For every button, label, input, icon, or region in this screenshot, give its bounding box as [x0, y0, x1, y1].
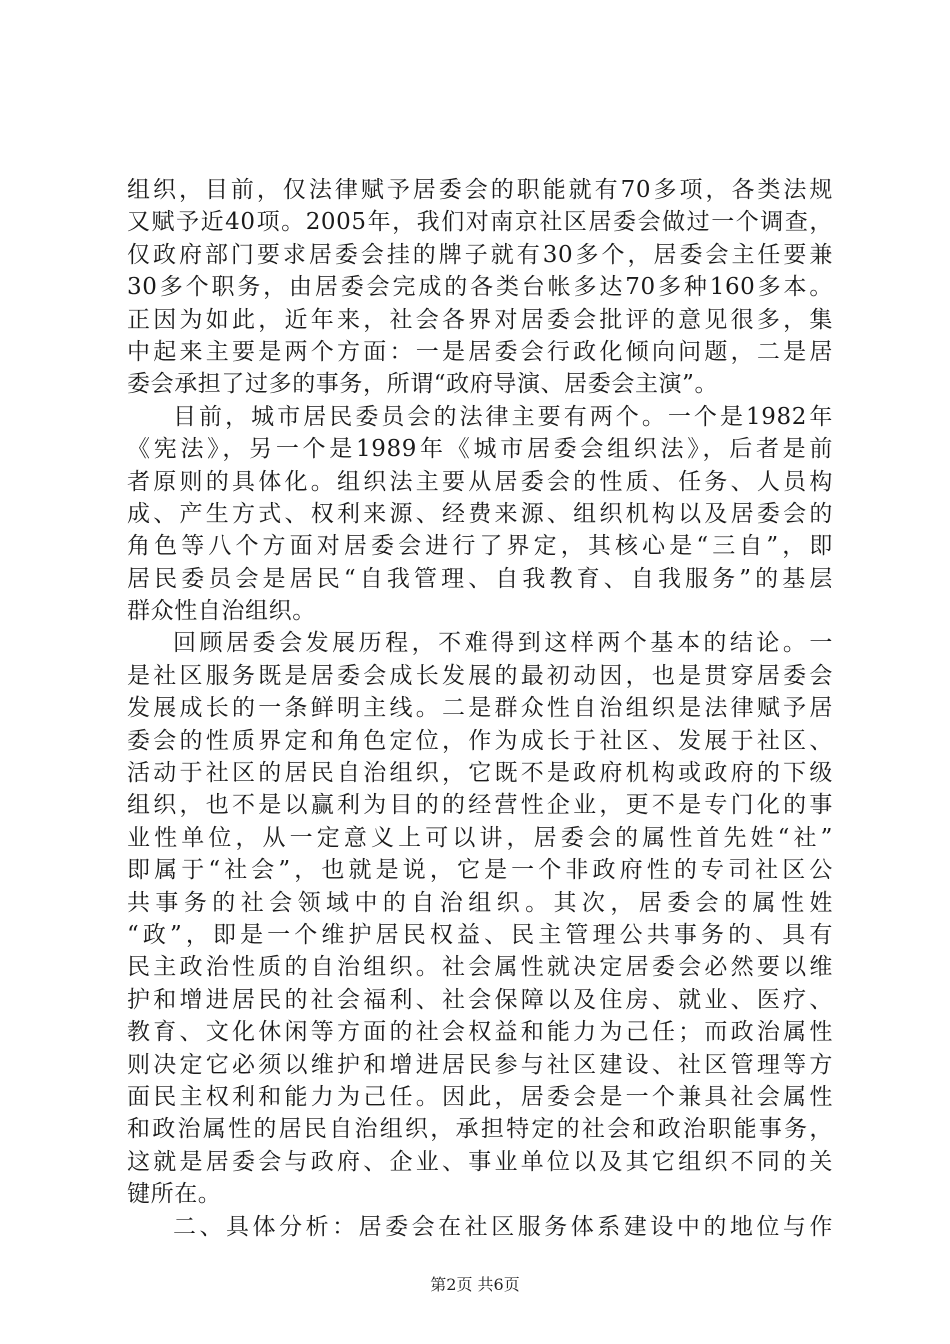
text-line: 回顾居委会发展历程，不难得到这样两个基本的结论。一: [173, 630, 833, 657]
text-line: 仅政府部门要求居委会挂的牌子就有30多个，居委会主任要兼: [127, 241, 833, 268]
text-line: 教育、文化休闲等方面的社会权益和能力为己任；而政治属性: [127, 1019, 833, 1046]
document-body: [127, 174, 833, 1243]
page-footer: 第2页 共6页: [430, 1275, 520, 1294]
text-line: 业性单位，从一定意义上可以讲，居委会的属性首先姓“社”: [127, 824, 833, 851]
text-line: 角色等八个方面对居委会进行了界定，其核心是“三自”，即: [127, 533, 833, 560]
text-line: 二、具体分析：居委会在社区服务体系建设中的地位与作: [173, 1213, 833, 1240]
text-line: 则决定它必须以维护和增进居民参与社区建设、社区管理等方: [127, 1051, 833, 1078]
text-line: 发展成长的一条鲜明主线。二是群众性自治组织是法律赋予居: [127, 695, 833, 722]
text-line: 目前，城市居民委员会的法律主要有两个。一个是1982年: [173, 403, 833, 430]
text-line: 组织，目前，仅法律赋予居委会的职能就有70多项，各类法规: [127, 177, 833, 203]
text-line: 群众性自治组织。: [127, 598, 316, 625]
text-line: 30多个职务，由居委会完成的各类台帐多达70多种160多本。: [127, 274, 833, 301]
text-line: 又赋予近40项。2005年，我们对南京社区居委会做过一个调查，: [127, 209, 833, 236]
text-line: 者原则的具体化。组织法主要从居委会的性质、任务、人员构: [127, 468, 833, 495]
text-line: 和政治属性的居民自治组织，承担特定的社会和政治职能事务，: [127, 1116, 833, 1143]
text-line: 中起来主要是两个方面：一是居委会行政化倾向问题，二是居: [127, 338, 833, 365]
text-line: 面民主权利和能力为己任。因此，居委会是一个兼具社会属性: [127, 1083, 833, 1110]
text-line: 护和增进居民的社会福利、社会保障以及住房、就业、医疗、: [127, 986, 833, 1013]
text-line: 正因为如此，近年来，社会各界对居委会批评的意见很多，集: [127, 306, 833, 333]
text-line: 委会的性质界定和角色定位，作为成长于社区、发展于社区、: [127, 727, 833, 754]
text-line: 民主政治性质的自治组织。社会属性就决定居委会必然要以维: [127, 954, 833, 981]
text-line: 居民委员会是居民“自我管理、自我教育、自我服务”的基层: [127, 565, 833, 592]
text-line: “政”，即是一个维护居民权益、民主管理公共事务的、具有: [127, 921, 833, 948]
text-line: 是社区服务既是居委会成长发展的最初动因，也是贯穿居委会: [127, 662, 833, 689]
text-line: 成、产生方式、权利来源、经费来源、组织机构以及居委会的: [127, 500, 833, 527]
text-line: 活动于社区的居民自治组织，它既不是政府机构或政府的下级: [127, 760, 833, 787]
text-line: 即属于“社会”，也就是说，它是一个非政府性的专司社区公: [127, 857, 833, 884]
text-line: 《宪法》，另一个是1989年《城市居委会组织法》，后者是前: [127, 436, 833, 463]
text-line: 组织，也不是以赢利为目的的经营性企业，更不是专门化的事: [127, 792, 833, 819]
text-line: 委会承担了过多的事务，所谓“政府导演、居委会主演”。: [127, 371, 719, 398]
text-line: 键所在。: [127, 1181, 222, 1208]
text-line: 共事务的社会领域中的自治组织。其次，居委会的属性姓: [127, 889, 833, 916]
text-line: 这就是居委会与政府、企业、事业单位以及其它组织不同的关: [127, 1148, 833, 1175]
